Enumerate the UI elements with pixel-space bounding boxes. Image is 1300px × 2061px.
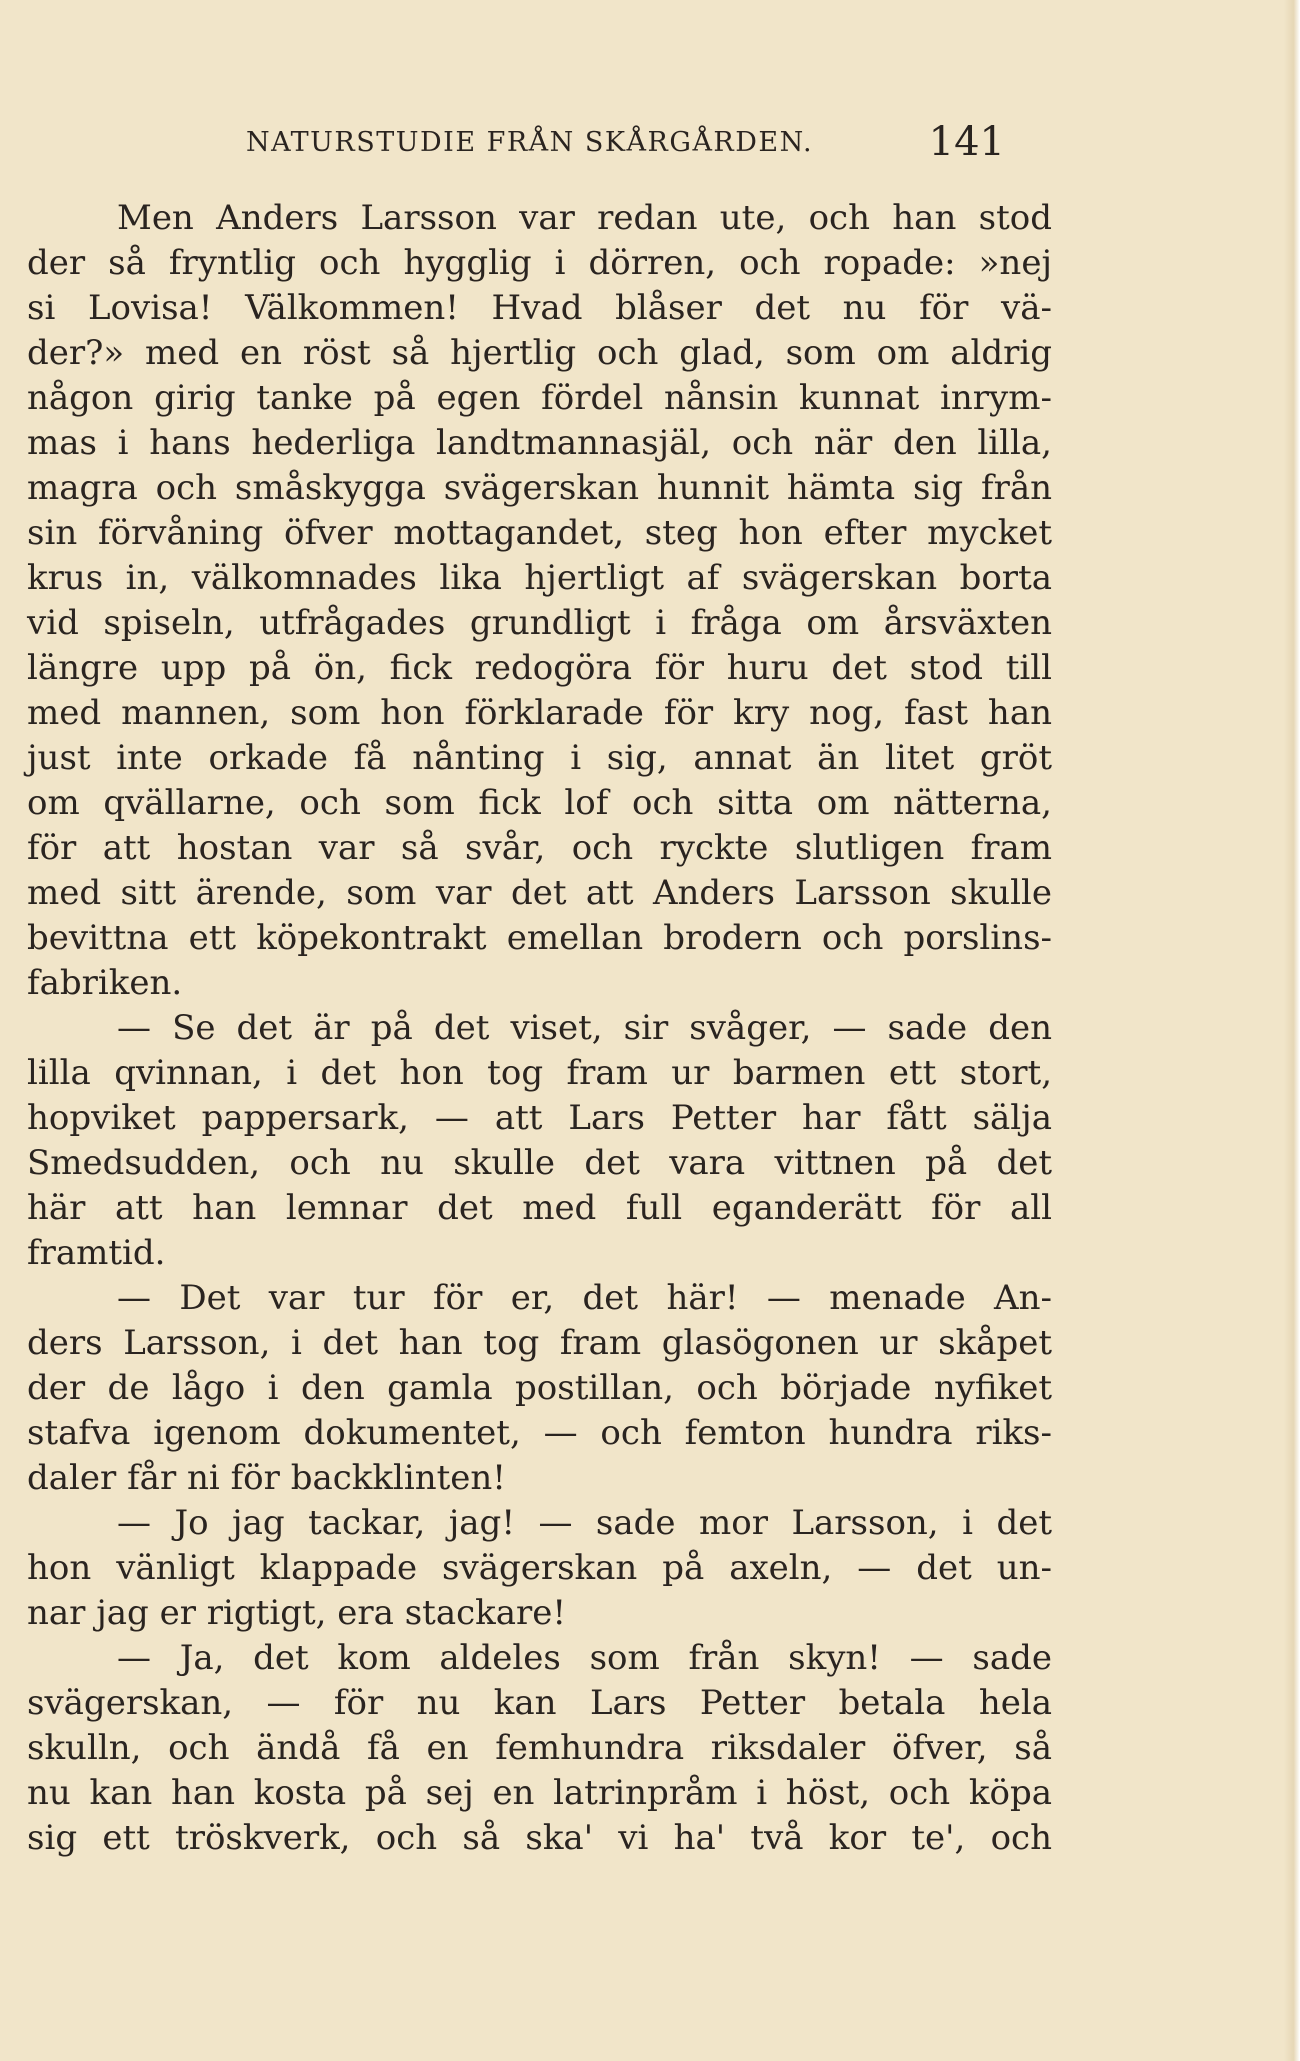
text-line: svägerskan, — för nu kan Lars Petter betala hela	[27, 1683, 1052, 1723]
text-line: mas i hans hederliga landtmannasjäl, och när den lilla,	[27, 423, 1052, 463]
text-line: Smedsudden, och nu skulle det vara vittnen på det	[27, 1143, 1052, 1183]
text-line: vid spiseln, utfrågades grundligt i fråga om årsväxten	[27, 603, 1052, 643]
text-line: krus in, välkomnades lika hjertligt af svägerskan borta	[27, 558, 1052, 598]
text-line: magra och småskygga svägerskan hunnit hämta sig från	[27, 468, 1052, 508]
text-line: någon girig tanke på egen fördel nånsin kunnat inrym-	[27, 378, 1052, 418]
text-line: — Ja, det kom aldeles som från skyn! — sade	[117, 1638, 1052, 1678]
text-line: framtid.	[27, 1233, 166, 1273]
text-line: med sitt ärende, som var det att Anders Larsson skulle	[27, 873, 1052, 913]
text-line: just inte orkade få nånting i sig, annat än litet gröt	[27, 738, 1052, 778]
text-line: si Lovisa! Välkommen! Hvad blåser det nu för vä-	[27, 288, 1052, 328]
text-line: med mannen, som hon förklarade för kry nog, fast han	[27, 693, 1052, 733]
page-header	[246, 119, 1021, 169]
text-line: fabriken.	[27, 963, 183, 1003]
text-line: der så fryntlig och hygglig i dörren, och ropade: »nej	[27, 243, 1052, 283]
page-number: 141	[928, 119, 1005, 165]
text-line: — Det var tur för er, det här! — menade An-	[117, 1278, 1052, 1318]
text-line: — Se det är på det viset, sir svåger, — sade den	[117, 1008, 1052, 1048]
text-line: här att han lemnar det med full eganderätt för all	[27, 1188, 1052, 1228]
running-head: NATURSTUDIE FRÅN SKÅRGÅRDEN.	[246, 127, 814, 158]
text-line: hon vänligt klappade svägerskan på axeln, — det un-	[27, 1548, 1052, 1588]
text-line: för att hostan var så svår, och ryckte slutligen fram	[27, 828, 1052, 868]
text-line: nu kan han kosta på sej en latrinpråm i höst, och köpa	[27, 1773, 1052, 1813]
text-line: der de lågo i den gamla postillan, och började nyfiket	[27, 1368, 1052, 1408]
text-line: stafva igenom dokumentet, — och femton hundra riks-	[27, 1413, 1052, 1453]
text-line: — Jo jag tackar, jag! — sade mor Larsson, i det	[117, 1503, 1052, 1543]
text-line: Men Anders Larsson var redan ute, och han stod	[117, 198, 1052, 238]
text-line: nar jag er rigtigt, era stackare!	[27, 1593, 567, 1633]
body-text	[27, 196, 1052, 1861]
text-line: längre upp på ön, fick redogöra för huru det stod till	[27, 648, 1052, 688]
text-line: skulln, och ändå få en femhundra riksdaler öfver, så	[27, 1728, 1052, 1768]
page-edge	[1284, 0, 1300, 2061]
text-line: om qvällarne, och som fick lof och sitta om nätterna,	[27, 783, 1052, 823]
text-line: hopviket pappersark, — att Lars Petter har fått sälja	[27, 1098, 1052, 1138]
text-line: daler får ni för backklinten!	[27, 1458, 506, 1498]
text-line: sin förvåning öfver mottagandet, steg hon efter mycket	[27, 513, 1052, 553]
text-line: bevittna ett köpekontrakt emellan brodern och porslins-	[27, 918, 1052, 958]
text-line: der?» med en röst så hjertlig och glad, som om aldrig	[27, 333, 1052, 373]
text-line: lilla qvinnan, i det hon tog fram ur barmen ett stort,	[27, 1053, 1052, 1093]
text-line: ders Larsson, i det han tog fram glasögonen ur skåpet	[27, 1323, 1052, 1363]
text-line: sig ett tröskverk, och så ska' vi ha' två kor te', och	[27, 1818, 1052, 1858]
